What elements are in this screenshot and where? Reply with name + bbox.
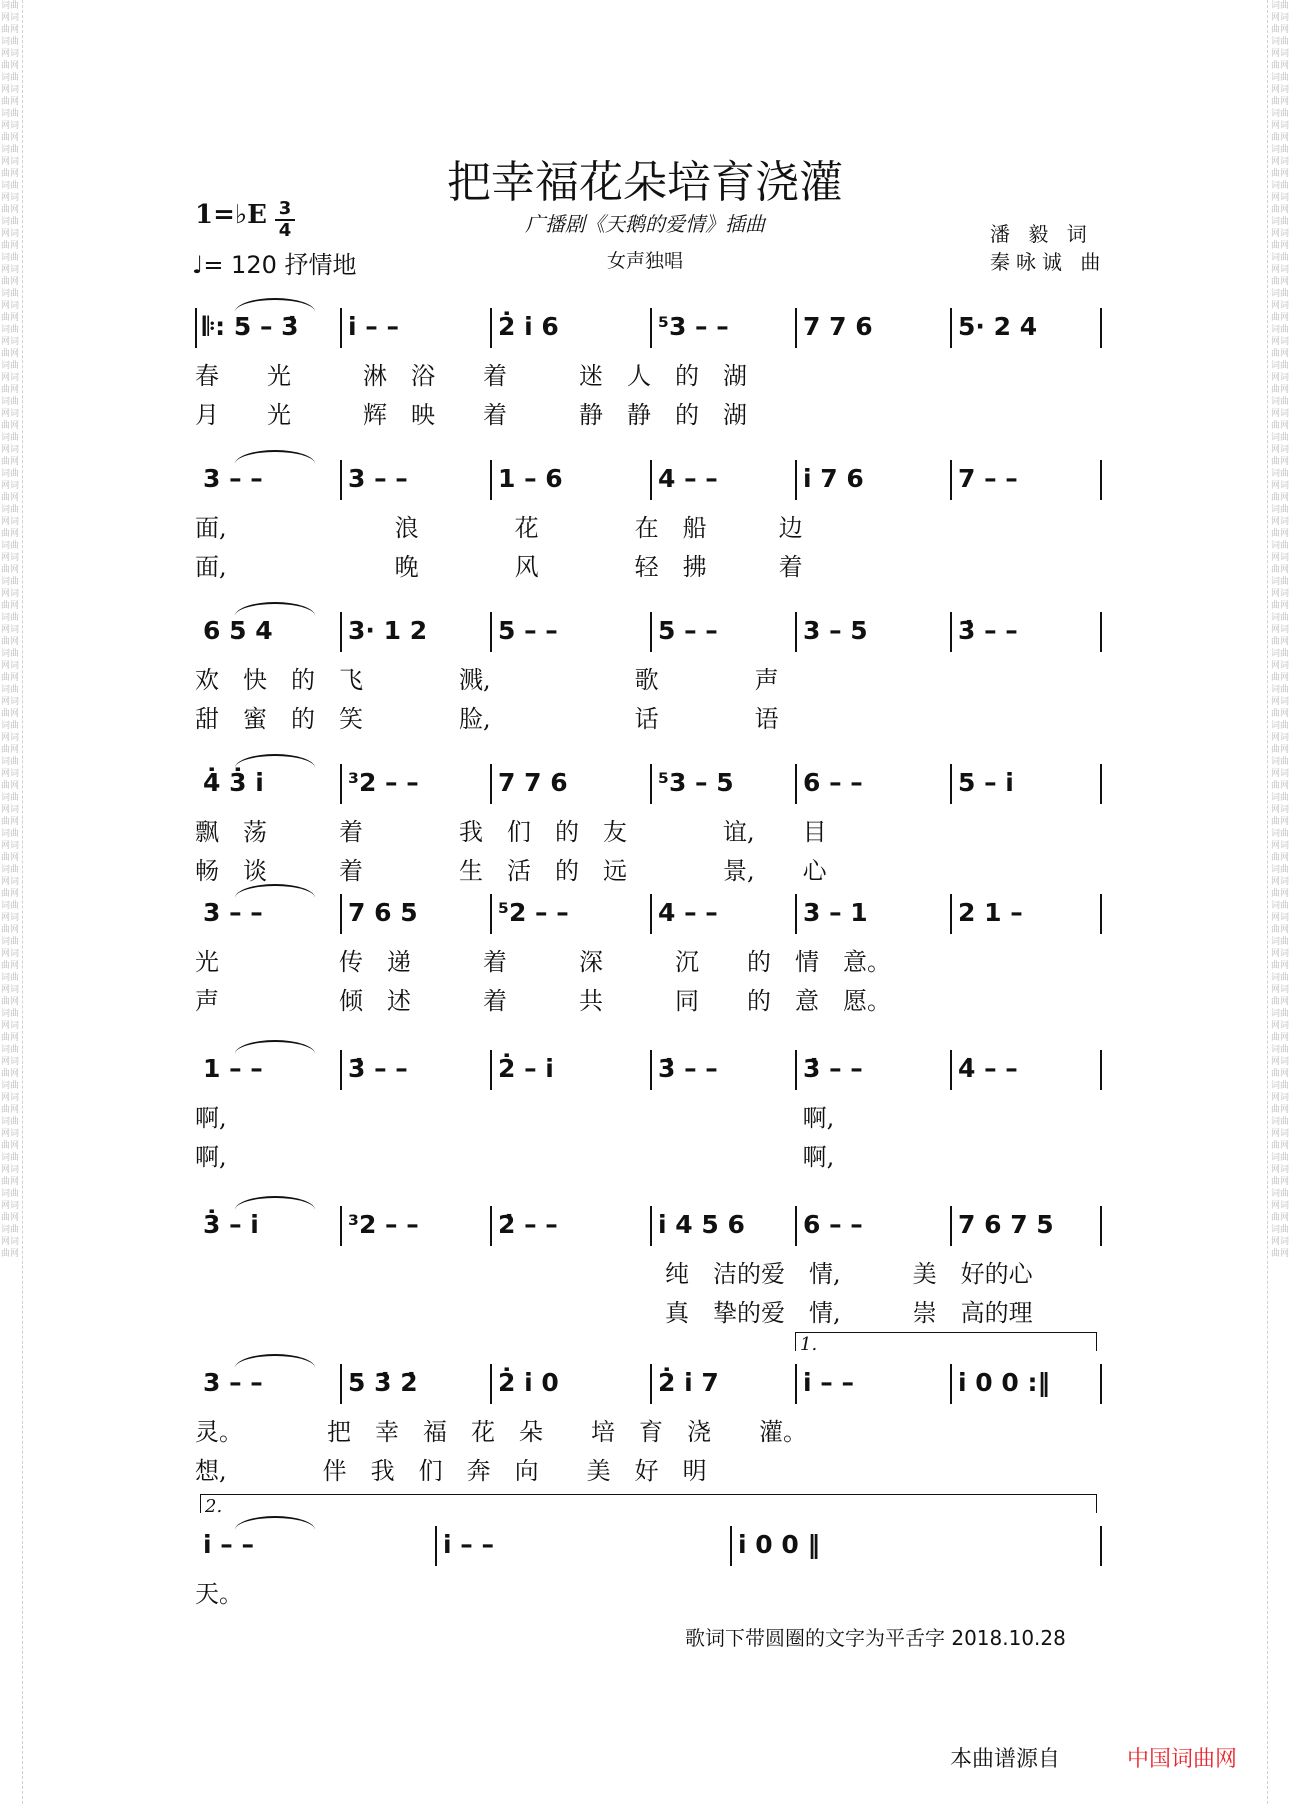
bar-line: [1100, 1050, 1102, 1090]
staff-row: [195, 756, 1100, 886]
bar-line: [1100, 894, 1102, 934]
measure: i 4 5 6: [658, 1210, 745, 1239]
measure: 3 – –: [203, 898, 263, 927]
bar-line: [340, 894, 342, 934]
measure: 3 – –: [203, 464, 263, 493]
volta-bracket: [795, 1332, 1097, 1351]
measure: i 0 0 ‖: [738, 1530, 820, 1559]
bar-line: [340, 1364, 342, 1404]
staff-row: [195, 300, 1100, 430]
measure: ⁵3 – –: [658, 312, 729, 341]
measure: i – –: [443, 1530, 494, 1559]
bar-line: [195, 308, 197, 348]
bar-line: [950, 460, 952, 500]
measure: i 7 6: [803, 464, 864, 493]
volta-bracket: [200, 1494, 1097, 1513]
bar-line: [340, 1050, 342, 1090]
bar-line: [795, 1364, 797, 1404]
lyric-verse-1: 纯 洁的爱 情, 美 好的心: [665, 1260, 1033, 1288]
measure: 7 7 6: [803, 312, 873, 341]
tempo-marking: ♩= 120 抒情地: [192, 251, 357, 279]
lyric-verse-2: 真 挚的爱 情, 崇 高的理: [665, 1299, 1033, 1327]
measure: 2̇ – –: [498, 1210, 558, 1239]
bar-line: [340, 764, 342, 804]
measure: i – –: [203, 1530, 254, 1559]
bar-line: [490, 1364, 492, 1404]
measure: 2̇ i 7: [658, 1368, 719, 1397]
measure: 4̇ – –: [958, 1054, 1018, 1083]
staff-row: [195, 1198, 1100, 1328]
bar-line: [950, 894, 952, 934]
staff-row: [195, 1042, 1100, 1172]
lyric-verse-1: 春 光 淋 浴 着 迷 人 的 湖: [195, 362, 747, 390]
bar-line: [650, 460, 652, 500]
staff-row: [195, 604, 1100, 734]
lyric-verse-1: 飘 荡 着 我 们 的 友 谊, 目: [195, 818, 827, 846]
bar-line: [650, 308, 652, 348]
measure: 3̇ – –: [958, 616, 1018, 645]
measure: i – –: [803, 1368, 854, 1397]
slur-mark: [235, 884, 315, 898]
slur-mark: [235, 450, 315, 464]
staff-row: [195, 1334, 1100, 1486]
measure: 2̇ i 6: [498, 312, 559, 341]
bar-line: [795, 308, 797, 348]
measure: 3 – 1: [803, 898, 868, 927]
bar-line: [650, 1364, 652, 1404]
measure: ⁵3 – 5: [658, 768, 734, 797]
lyric-verse-2: 甜 蜜 的 笑 脸, 话 语: [195, 705, 779, 733]
bar-line: [1100, 1526, 1102, 1566]
bar-line: [1100, 764, 1102, 804]
bar-line: [490, 764, 492, 804]
measure: 4̇ 3̇ i: [203, 768, 264, 797]
bar-line: [1100, 612, 1102, 652]
lyric-verse-1: 欢 快 的 飞 溅, 歌 声: [195, 666, 779, 694]
measure: 5 – –: [498, 616, 558, 645]
slur-mark: [235, 1196, 315, 1210]
measure: 5 – –: [658, 616, 718, 645]
bar-line: [340, 308, 342, 348]
song-title: 把幸福花朵培育浇灌: [447, 157, 843, 208]
measure: 2̇ – i: [498, 1054, 554, 1083]
measure: 3 – –: [348, 464, 408, 493]
bar-line: [795, 612, 797, 652]
lyric-verse-2: 面, 晚 风 轻 拂 着: [195, 553, 803, 581]
bar-line: [490, 460, 492, 500]
lyric-verse-2: 畅 谈 着 生 活 的 远 景, 心: [195, 857, 827, 885]
measure: i – –: [348, 312, 399, 341]
slur-mark: [235, 1040, 315, 1054]
lyric-verse-1: 面, 浪 花 在 船 边: [195, 514, 803, 542]
lyric-verse-1: 光 传 递 着 深 沉 的 情 意。: [195, 948, 891, 976]
bar-line: [795, 894, 797, 934]
measure: 3̇ – –: [658, 1054, 718, 1083]
key-signature: 1=♭E: [195, 200, 267, 230]
subtitle: 广播剧《天鹅的爱情》插曲: [525, 212, 765, 236]
slur-mark: [235, 602, 315, 616]
lyric-verse-2: 月 光 辉 映 着 静 静 的 湖: [195, 401, 747, 429]
staff-row: [195, 886, 1100, 1016]
measure: 3· 1 2: [348, 616, 428, 645]
measure: ³2 – –: [348, 1210, 419, 1239]
measure: 5· 2 4: [958, 312, 1038, 341]
lyric-verse-1: 啊, 啊,: [195, 1104, 835, 1132]
bar-line: [950, 308, 952, 348]
measure: 6 – –: [803, 1210, 863, 1239]
measure: 2̇ i 0: [498, 1368, 559, 1397]
measure: 7 6 7 5: [958, 1210, 1054, 1239]
measure: 3̇ – i: [203, 1210, 259, 1239]
bar-line: [435, 1526, 437, 1566]
staff-row: [195, 452, 1100, 582]
measure: 7 7 6: [498, 768, 568, 797]
bar-line: [490, 612, 492, 652]
bar-line: [650, 764, 652, 804]
bar-line: [650, 612, 652, 652]
footnote: 歌词下带圆圈的文字为平舌字 2018.10.28: [685, 1626, 1066, 1650]
volta-label: 2.: [205, 1496, 223, 1517]
bar-line: [795, 1050, 797, 1090]
time-signature-bottom: 4: [278, 220, 292, 241]
composer-credit: 秦咏诚 曲: [990, 250, 1107, 274]
measure: 5 3̇ 2̇: [348, 1368, 418, 1397]
bar-line: [795, 764, 797, 804]
bar-line: [340, 1206, 342, 1246]
bar-line: [1100, 460, 1102, 500]
bar-line: [950, 764, 952, 804]
slur-mark: [235, 298, 315, 312]
source-label: 本曲谱源自: [950, 1747, 1061, 1772]
bar-line: [650, 1206, 652, 1246]
lyric-verse-2: 想, 伴 我 们 奔 向 美 好 明: [195, 1457, 707, 1485]
bar-line: [730, 1526, 732, 1566]
bar-line: [950, 1050, 952, 1090]
bar-line: [795, 460, 797, 500]
measure: 2 1 –: [958, 898, 1023, 927]
bar-line: [795, 1206, 797, 1246]
measure: 5 – i: [958, 768, 1014, 797]
bar-line: [650, 1050, 652, 1090]
measure: 7 – –: [958, 464, 1018, 493]
bar-line: [490, 1050, 492, 1090]
volta-label: 1.: [800, 1334, 818, 1355]
performer: 女声独唱: [606, 250, 683, 272]
bar-line: [490, 894, 492, 934]
lyric-verse-1: 天。: [195, 1580, 243, 1608]
left-watermark-strip: 词曲网词曲网词曲网词曲网词曲网词曲网词曲网词曲网词曲网词曲网词曲网词曲网词曲网词曲网词曲网词曲网词曲网词曲网词曲网词曲网词曲网词曲网词曲网词曲网词曲网词曲网词曲网词曲网词曲网词曲网词曲网词曲网词曲网词曲网词曲网词曲网词曲网词曲网词曲网词曲网词曲网词曲网词曲网词曲网词曲网词曲网词曲网词曲网词曲网词曲网词曲网词曲网词曲网词曲网词曲网词曲网词曲网词曲网词曲网词曲网词曲网词曲网词曲网词曲网词曲网词曲网词曲网词曲网词曲网词曲网: [0, 1, 19, 1259]
bar-line: [1100, 308, 1102, 348]
measure: 6 – –: [803, 768, 863, 797]
source-site-link[interactable]: 中国词曲网: [1127, 1747, 1238, 1772]
lyric-verse-1: 灵。 把 幸 福 花 朵 培 育 浇 灌。: [195, 1418, 807, 1446]
measure: 3̇ – –: [803, 1054, 863, 1083]
measure: 𝄆: 5 – 3̇: [203, 312, 299, 341]
measure: ³2 – –: [348, 768, 419, 797]
lyric-verse-2: 啊, 啊,: [195, 1143, 835, 1171]
measure: 1 – –: [203, 1054, 263, 1083]
bar-line: [650, 894, 652, 934]
measure: 3̇ – –: [348, 1054, 408, 1083]
slur-mark: [235, 1516, 315, 1530]
measure: ⁵2 – –: [498, 898, 569, 927]
slur-mark: [235, 1354, 315, 1368]
bar-line: [490, 1206, 492, 1246]
bar-line: [950, 1206, 952, 1246]
bar-line: [950, 612, 952, 652]
time-signature-top: 3: [278, 198, 292, 219]
bar-line: [340, 612, 342, 652]
slur-mark: [235, 754, 315, 768]
lyric-verse-2: 声 倾 述 着 共 同 的 意 愿。: [195, 987, 891, 1015]
bar-line: [950, 1364, 952, 1404]
measure: 3 – 5: [803, 616, 868, 645]
bar-line: [490, 308, 492, 348]
measure: 3 – –: [203, 1368, 263, 1397]
measure: 4 – –: [658, 898, 718, 927]
lyricist-credit: 潘 毅 词: [990, 222, 1093, 246]
measure: i 0 0 :‖: [958, 1368, 1050, 1397]
measure: 7 6 5: [348, 898, 418, 927]
bar-line: [340, 460, 342, 500]
measure: 1 – 6: [498, 464, 563, 493]
right-watermark-strip: 词曲网词曲网词曲网词曲网词曲网词曲网词曲网词曲网词曲网词曲网词曲网词曲网词曲网词曲网词曲网词曲网词曲网词曲网词曲网词曲网词曲网词曲网词曲网词曲网词曲网词曲网词曲网词曲网词曲网词曲网词曲网词曲网词曲网词曲网词曲网词曲网词曲网词曲网词曲网词曲网词曲网词曲网词曲网词曲网词曲网词曲网词曲网词曲网词曲网词曲网词曲网词曲网词曲网词曲网词曲网词曲网词曲网词曲网词曲网词曲网词曲网词曲网词曲网词曲网词曲网词曲网词曲网词曲网词曲网词曲网: [1270, 1, 1289, 1259]
measure: 4 – –: [658, 464, 718, 493]
measure: 6 5 4: [203, 616, 273, 645]
bar-line: [1100, 1364, 1102, 1404]
bar-line: [1100, 1206, 1102, 1246]
